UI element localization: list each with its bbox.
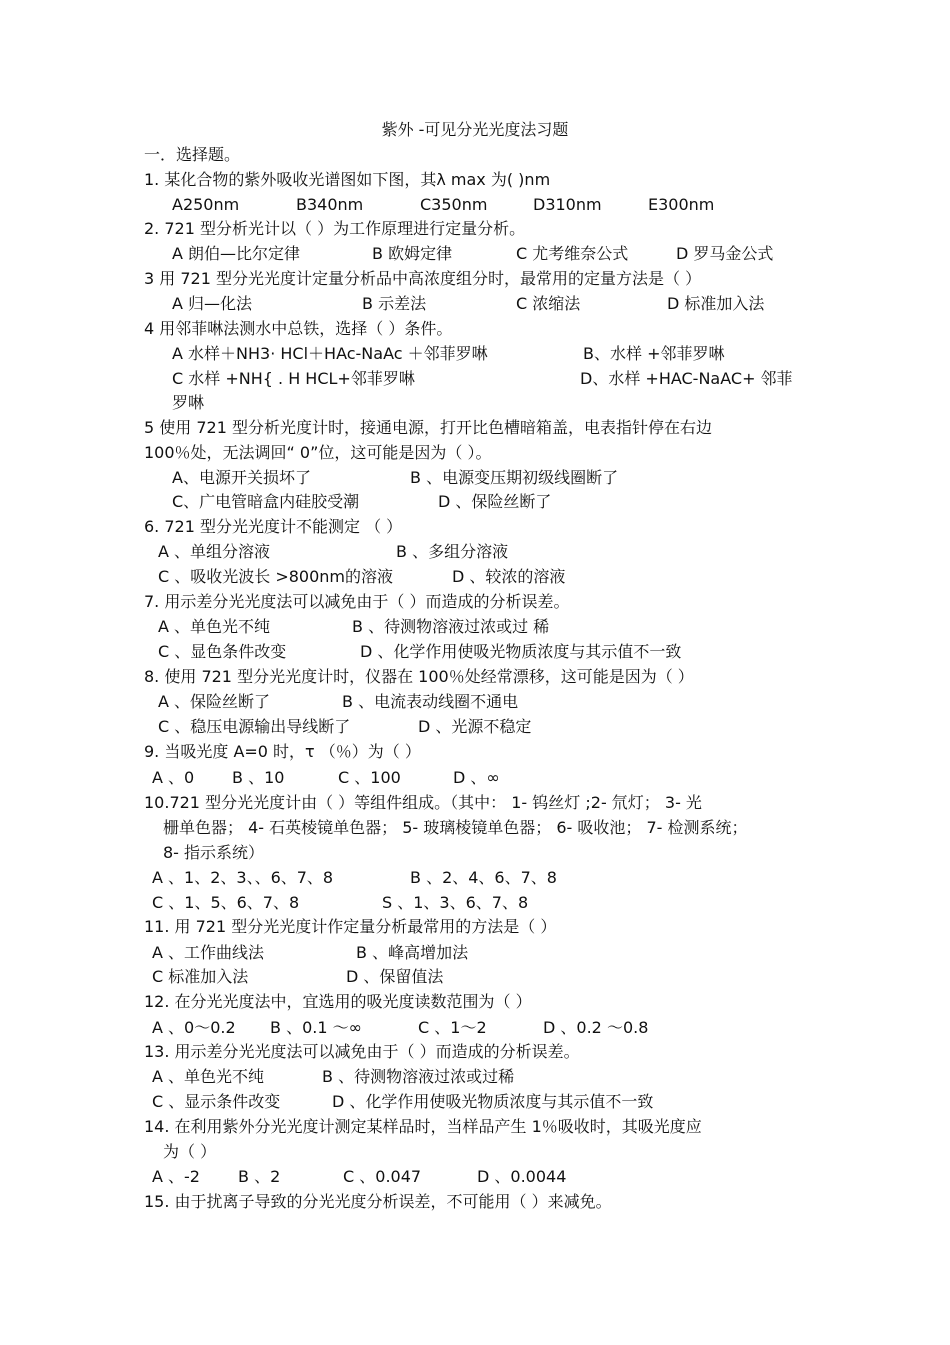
question-10-stem-line3: 8- 指示系统） xyxy=(163,843,265,862)
q5-option-a: A、电源开关损坏了 xyxy=(172,468,311,487)
question-14-stem: 14. 在利用紫外分光光度计测定某样品时，当样品产生 1％吸收时，其吸光度应 xyxy=(144,1117,702,1136)
q10-option-d: S 、1、3、6、7、8 xyxy=(382,893,529,912)
q7-option-c: C 、显色条件改变 xyxy=(158,642,287,661)
q13-option-c: C 、显示条件改变 xyxy=(152,1092,281,1111)
q3-option-a: A 归—化法 xyxy=(172,294,253,313)
question-5-stem: 5 使用 721 型分析光度计时，接通电源，打开比色槽暗箱盖，电表指针停在右边 xyxy=(144,418,712,437)
q8-option-a: A 、保险丝断了 xyxy=(158,692,271,711)
q4-option-b: B、水样 +邻菲罗啉 xyxy=(583,344,725,363)
q4-option-a: A 水样＋NH3· HCl＋HAc-NaAc ＋邻菲罗啉 xyxy=(172,344,488,363)
question-15-stem: 15. 由于扰离子导致的分光光度分析误差，不可能用（ ）来减免。 xyxy=(144,1192,612,1211)
q2-option-d: D 罗马金公式 xyxy=(676,244,774,263)
q3-option-c: C 浓缩法 xyxy=(516,294,581,313)
q10-option-c: C 、1、5、6、7、8 xyxy=(152,893,300,912)
q9-option-c: C 、100 xyxy=(338,768,401,787)
q4-option-c: C 水样 +NH{ . H HCL+邻菲罗啉 xyxy=(172,369,415,388)
q14-option-d: D 、0.0044 xyxy=(477,1167,567,1186)
question-10-stem: 10.721 型分光光度计由（ ）等组件组成。（其中： 1- 钨丝灯 ;2- 氘灯； 3- 光 xyxy=(144,793,702,812)
q6-option-c: C 、吸收光波长 >800nm的溶液 xyxy=(158,567,394,586)
q10-option-a: A 、1、2、3、、6、7、8 xyxy=(152,868,334,887)
q7-option-b: B 、待测物溶液过浓或过 稀 xyxy=(352,617,550,636)
q7-option-d: D 、化学作用使吸光物质浓度与其示值不一致 xyxy=(360,642,682,661)
q1-option-a: A250nm xyxy=(172,195,240,214)
q1-option-b: B340nm xyxy=(296,195,364,214)
q12-option-c: C 、1～2 xyxy=(418,1018,487,1037)
q4-option-d: D、水样 +HAC-NaAC+ 邻菲 xyxy=(580,369,793,388)
q7-option-a: A 、单色光不纯 xyxy=(158,617,271,636)
question-7-stem: 7. 用示差分光光度法可以减免由于（ ）而造成的分析误差。 xyxy=(144,592,570,611)
q8-option-b: B 、电流表动线圈不通电 xyxy=(342,692,519,711)
q1-option-e: E300nm xyxy=(648,195,715,214)
q13-option-d: D 、化学作用使吸光物质浓度与其示值不一致 xyxy=(332,1092,654,1111)
question-2-stem: 2. 721 型分析光计以（ ）为工作原理进行定量分析。 xyxy=(144,219,526,238)
q10-option-b: B 、2、4、6、7、8 xyxy=(410,868,557,887)
q11-option-c: C 标准加入法 xyxy=(152,967,249,986)
q9-option-d: D 、∞ xyxy=(453,768,500,787)
question-6-stem: 6. 721 型分光光度计不能测定 （ ） xyxy=(144,517,403,536)
question-14-stem-line2: 为（ ） xyxy=(163,1142,217,1161)
q12-option-a: A 、0～0.2 xyxy=(152,1018,236,1037)
question-11-stem: 11. 用 721 型分光光度计作定量分析最常用的方法是（ ） xyxy=(144,917,557,936)
q13-option-b: B 、待测物溶液过浓或过稀 xyxy=(322,1067,515,1086)
q1-option-d: D310nm xyxy=(533,195,602,214)
question-1-stem: 1. 某化合物的紫外吸收光谱图如下图，其λ max 为( )nm xyxy=(144,170,551,189)
q6-option-d: D 、较浓的溶液 xyxy=(452,567,566,586)
q4-option-d-wrap: 罗啉 xyxy=(172,393,205,412)
q6-option-a: A 、单组分溶液 xyxy=(158,542,271,561)
q14-option-c: C 、0.047 xyxy=(343,1167,422,1186)
q1-option-c: C350nm xyxy=(420,195,488,214)
q2-option-a: A 朗伯—比尔定律 xyxy=(172,244,301,263)
q11-option-a: A 、工作曲线法 xyxy=(152,943,265,962)
q9-option-b: B 、10 xyxy=(232,768,285,787)
q3-option-d: D 标准加入法 xyxy=(667,294,765,313)
question-13-stem: 13. 用示差分光光度法可以减免由于（ ）而造成的分析误差。 xyxy=(144,1042,580,1061)
question-5-stem-line2: 100％处，无法调回“ 0”位，这可能是因为（ ）。 xyxy=(144,443,492,462)
question-10-stem-line2: 栅单色器； 4- 石英棱镜单色器； 5- 玻璃棱镜单色器； 6- 吸收池； 7- 检测系统； xyxy=(163,818,748,837)
q12-option-b: B 、0.1 ～∞ xyxy=(270,1018,362,1037)
q8-option-d: D 、光源不稳定 xyxy=(418,717,532,736)
q13-option-a: A 、单色光不纯 xyxy=(152,1067,265,1086)
q6-option-b: B 、多组分溶液 xyxy=(396,542,509,561)
question-12-stem: 12. 在分光光度法中，宜选用的吸光度读数范围为（ ） xyxy=(144,992,532,1011)
section-heading: 一．选择题。 xyxy=(144,145,241,164)
q11-option-d: D 、保留值法 xyxy=(346,967,444,986)
q8-option-c: C 、稳压电源输出导线断了 xyxy=(158,717,351,736)
q5-option-c: C、广电管暗盒内硅胶受潮 xyxy=(172,492,360,511)
q9-option-a: A 、0 xyxy=(152,768,195,787)
question-9-stem: 9. 当吸光度 A=0 时，τ （％）为（ ） xyxy=(144,742,421,761)
question-8-stem: 8. 使用 721 型分光光度计时，仪器在 100％处经常漂移，这可能是因为（ ） xyxy=(144,667,694,686)
q12-option-d: D 、0.2 ～0.8 xyxy=(543,1018,649,1037)
q11-option-b: B 、峰高增加法 xyxy=(356,943,469,962)
page-title: 紫外 -可见分光光度法习题 xyxy=(381,120,569,139)
q2-option-b: B 欧姆定律 xyxy=(372,244,453,263)
q5-option-b: B 、电源变压期初级线圈断了 xyxy=(410,468,619,487)
q14-option-b: B 、2 xyxy=(238,1167,281,1186)
q2-option-c: C 尤考维奈公式 xyxy=(516,244,629,263)
question-3-stem: 3 用 721 型分光光度计定量分析品中高浓度组分时，最常用的定量方法是（ ） xyxy=(144,269,702,288)
q14-option-a: A 、-2 xyxy=(152,1167,200,1186)
q3-option-b: B 示差法 xyxy=(362,294,427,313)
question-4-stem: 4 用邻菲啉法测水中总铁，选择（ ）条件。 xyxy=(144,319,453,338)
q5-option-d: D 、保险丝断了 xyxy=(438,492,552,511)
